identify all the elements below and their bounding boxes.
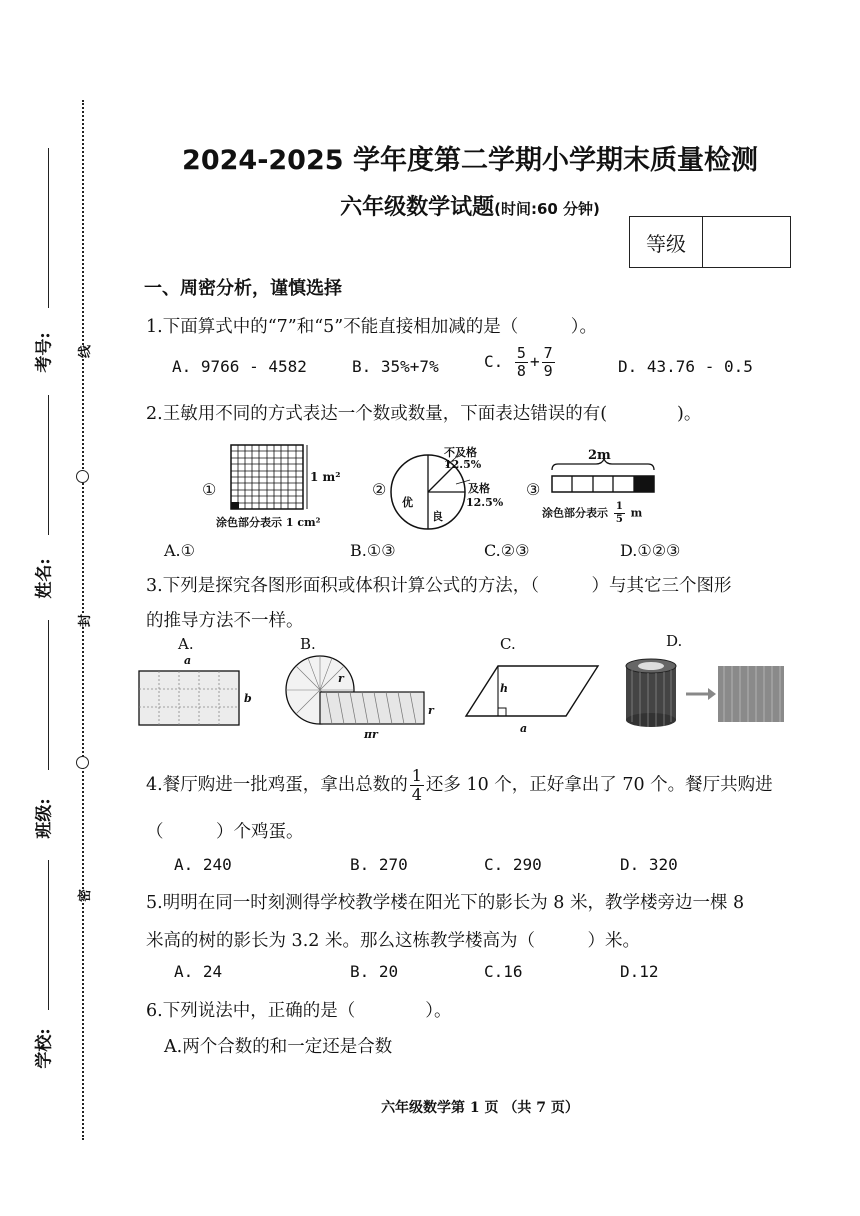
question-5-stem-line1: 5.明明在同一时刻测得学校教学楼在阳光下的影长为 8 米，教学楼旁边一棵 8 [146, 893, 745, 913]
pie-label-fail: 不及格 [444, 446, 477, 459]
q2-fig1-side-label: 1 m² [310, 470, 341, 484]
q1-frac-b: $\frac{7}{9}$ [543, 344, 553, 380]
q4-fraction: $\frac{1}{4}$ [411, 766, 422, 804]
time-note: (时间:60 分钟) [494, 200, 600, 218]
q3-figure-b [284, 654, 444, 744]
pie-label-pass: 及格 [468, 482, 490, 495]
q2-fig1-marker: ① [202, 480, 217, 499]
q5-option-c[interactable]: C.16 [484, 962, 523, 981]
q3-figure-d [620, 656, 790, 736]
fig-a-top-label: a [184, 654, 192, 667]
q2-fig2-marker: ② [372, 480, 387, 499]
grid-figure [230, 444, 312, 510]
q3-figure-a [136, 654, 256, 734]
question-3-stem-line2: 的推导方法不一样。 [146, 611, 304, 631]
q2-option-c[interactable]: C.②③ [484, 541, 530, 560]
seal-mark-line: 线 [74, 345, 93, 358]
grade-label: 等级 [630, 217, 703, 267]
q1-option-c[interactable]: C. $\frac{5}{8}$ + $\frac{7}{9}$ [484, 344, 553, 380]
dotted-rectangle [138, 670, 242, 728]
q2-fig3-caption: 涂色部分表示 $\frac{1}{5}$ m [542, 501, 643, 525]
subject-title: 六年级数学试题 [340, 195, 495, 220]
fig-b-bottom-label: πr [364, 728, 378, 741]
parallelogram-figure [462, 662, 602, 722]
q2-figure-3 [526, 444, 686, 534]
seal-mark-secret: 密 [74, 889, 93, 902]
pie-label-fail-pct: 12.5% [444, 458, 482, 471]
q3-label-a[interactable]: A. [178, 635, 194, 653]
q1-frac-a: $\frac{5}{8}$ [516, 344, 526, 380]
question-5-stem-line2: 米高的树的影长为 3.2 米。那么这栋教学楼高为（ ）米。 [146, 931, 640, 951]
binding-circle-1 [76, 470, 89, 483]
q2-figure-2 [372, 444, 512, 539]
fig-b-height-label: r [428, 704, 434, 717]
q4-option-b[interactable]: B. 270 [350, 855, 408, 874]
question-3-stem-line1: 3.下列是探究各图形面积或体积计算公式的方法，（ ）与其它三个图形 [146, 576, 732, 596]
q5-option-b[interactable]: B. 20 [350, 962, 399, 981]
fig-c-height-label: h [500, 682, 508, 695]
q3-figure-c [462, 662, 602, 742]
field-line-2 [48, 395, 49, 535]
q4-option-c[interactable]: C. 290 [484, 855, 542, 874]
section-heading: 一、周密分析，谨慎选择 [144, 278, 342, 299]
q2-figure-1 [200, 444, 350, 534]
grade-box [629, 216, 791, 268]
field-line-3 [48, 620, 49, 770]
q2-option-b[interactable]: B.①③ [350, 541, 396, 560]
bar-figure [548, 458, 668, 498]
pie-label-pass-pct: 12.5% [466, 496, 504, 509]
fig-c-base-label: a [520, 722, 528, 735]
cylinder-figure [620, 656, 790, 736]
binding-circle-2 [76, 756, 89, 769]
fig-a-side-label: b [244, 692, 252, 705]
name-label: 姓名: [34, 558, 55, 599]
q4-option-a[interactable]: A. 240 [174, 855, 232, 874]
bar-top-label: 2m [588, 448, 611, 463]
q3-label-b[interactable]: B. [300, 635, 316, 653]
q4-option-d[interactable]: D. 320 [620, 855, 678, 874]
q6-option-a[interactable]: A.两个合数的和一定还是合数 [164, 1037, 393, 1057]
grade-input-cell[interactable] [703, 217, 790, 267]
seal-mark-seal: 封 [74, 614, 93, 627]
exam-number-label: 考号: [34, 332, 55, 373]
question-4-stem-line2: （ ）个鸡蛋。 [146, 822, 304, 842]
pie-label-good: 良 [432, 510, 443, 523]
page-footer: 六年级数学第 1 页 （共 7 页） [381, 1100, 579, 1116]
question-1-stem: 1.下面算式中的“7”和“5”不能直接相加减的是（ ）。 [146, 317, 597, 337]
q1-option-a[interactable]: A. 9766 - 4582 [172, 357, 307, 376]
q3-label-c[interactable]: C. [500, 635, 516, 653]
class-label: 班级: [34, 798, 55, 839]
q1-option-d[interactable]: D. 43.76 - 0.5 [618, 357, 753, 376]
pie-label-excellent: 优 [402, 496, 413, 509]
school-label: 学校: [34, 1028, 55, 1069]
question-4-stem-line1: 4.餐厅购进一批鸡蛋，拿出总数的 $\frac{1}{4}$ 还多 10 个，正好拿出了 70 个。餐厅共购进 [146, 766, 773, 804]
q2-option-d[interactable]: D.①②③ [620, 541, 681, 560]
question-6-stem: 6.下列说法中，正确的是（ ）。 [146, 1001, 452, 1021]
q3-label-d[interactable]: D. [666, 632, 683, 650]
q1-option-b[interactable]: B. 35%+7% [352, 357, 439, 376]
q5-option-d[interactable]: D.12 [620, 962, 659, 981]
exam-title: 2024-2025 学年度第二学期小学期末质量检测 [182, 145, 758, 176]
fig-b-radius-label: r [338, 672, 344, 685]
question-2-stem: 2.王敏用不同的方式表达一个数或数量，下面表达错误的有( )。 [146, 404, 702, 424]
q2-fig1-caption: 涂色部分表示 1 cm² [216, 516, 321, 529]
q2-option-a[interactable]: A.① [164, 541, 195, 560]
q5-option-a[interactable]: A. 24 [174, 962, 223, 981]
field-line-4 [48, 860, 49, 1010]
q2-fig3-marker: ③ [526, 480, 541, 499]
